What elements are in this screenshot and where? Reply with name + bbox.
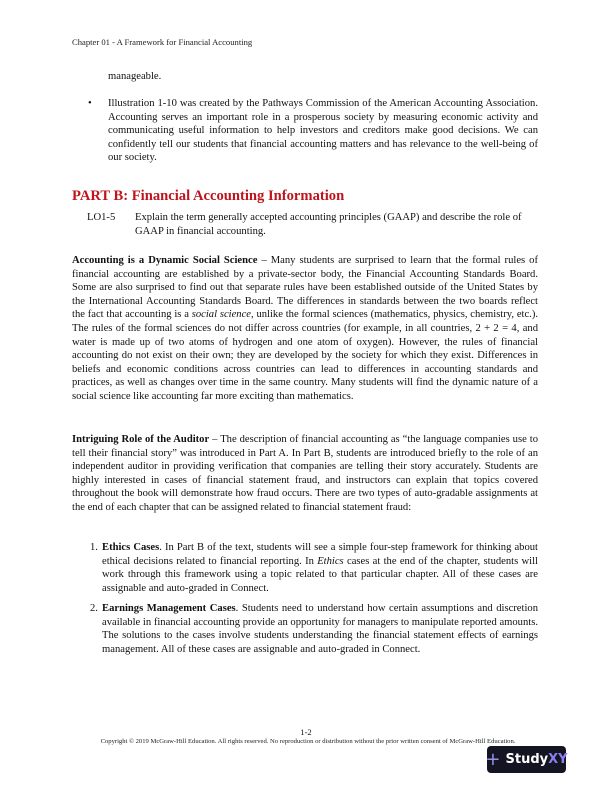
learning-objective [87, 211, 538, 238]
bullet-item [86, 97, 538, 165]
paragraph-text: – The description of financial accounting as “the language companies use to tell their financial story” was introduced in Part A. In Part B, students are introduced briefly to the role of an independent auditor in providing verification that companies are telling their story accurately. Students are highly interested in cases of financial statement fraud, and instructors can explain that topics covered throughout the book will demonstrate how fraud occurs. There are two types of auto-gradable assignments at the end of each chapter that can be assigned related to financial statement fraud: [72, 434, 538, 513]
italic-term: social science [191, 309, 251, 321]
continuation-text: manageable. [108, 71, 162, 82]
running-header: Chapter 01 - A Framework for Financial Accounting [72, 37, 253, 47]
dynamic-science-paragraph [72, 254, 538, 404]
list-item-text: . Students need to understand how certain assumptions and discretion available in financial accounting provide an opportunity for managers to manipulate reported amounts. The solutions to the cases involve students understanding the financial statement effects of earnings management. All of these cases are assignable and auto-graded in Connect. [102, 603, 538, 655]
studyxy-badge[interactable] [487, 746, 566, 773]
page-number: 1-2 [300, 727, 312, 737]
paragraph-heading: Accounting is a Dynamic Social Science [72, 255, 258, 266]
list-item [90, 602, 538, 656]
paragraph-text: – Many students are surprised to learn that the formal rules of financial accounting are established by a private-sector body, the Financial Accounting Standards Board. Some are also surprised to find out that separate rules have been established outside of the United States by the International Accounting Standards Board. The differences in standards between the two boards reflect the fact that accounting is a [72, 255, 538, 321]
lo-code: LO1-5 [87, 212, 116, 223]
badge-word-study: Study [505, 752, 549, 767]
copyright-notice: Copyright © 2019 McGraw-Hill Education. All rights reserved. No reproduction or distribution without the prior written consent of McGraw-Hill Education. [100, 738, 516, 745]
list-number: 1. [90, 542, 98, 553]
section-title: PART B: Financial Accounting Information [72, 188, 345, 204]
paragraph-heading: Intriguing Role of the Auditor [72, 434, 210, 445]
list-item-text: cases at the end of the chapter, students will work through this framework using a topic related to that particular chapter. All of these cases are assignable and auto-graded in Connect. [102, 555, 539, 594]
list-item [90, 541, 538, 595]
auditor-paragraph [72, 433, 538, 515]
list-item-title: Ethics Cases [102, 542, 160, 553]
bullet-icon: • [88, 98, 92, 109]
bullet-text: Illustration 1-10 was created by the Pathways Commission of the American Accounting Association. Accounting serves an important role in a prosperous society by measuring economic activity and communicating useful information to help investors and creditors make good decisions. We can confidently tell our students that financial accounting matters and has relevance to the well-being of our society. [108, 98, 538, 164]
italic-term: Ethics [317, 555, 344, 567]
lo-text: Explain the term generally accepted accounting principles (GAAP) and describe the role of GAAP in financial accounting. [135, 212, 522, 237]
list-number: 2. [90, 603, 98, 614]
plus-icon: + [485, 748, 501, 770]
list-item-text: . In Part B of the text, students will see a simple four-step framework for thinking about ethical decisions related to financial reporting. In [102, 542, 539, 567]
list-item-title: Earnings Management Cases [102, 603, 236, 614]
paragraph-text: , unlike the formal sciences (mathematics, physics, chemistry, etc.). The rules of the formal sciences do not differ across countries (for example, in all countries, 2 + 2 = 4, and water is made up of two atoms of hydrogen and one atom of oxygen). However, the rules of financial accounting do not exist on their own; they are developed by the society for which they exist. Differences in beliefs and economic conditions across countries can lead to differences in accounting standards and practices, as well as changes over time in the same country. Many students will find the dynamic nature of a social science like accounting far more exciting than mathematics. [72, 309, 539, 402]
badge-word-xy: XY [548, 752, 568, 767]
